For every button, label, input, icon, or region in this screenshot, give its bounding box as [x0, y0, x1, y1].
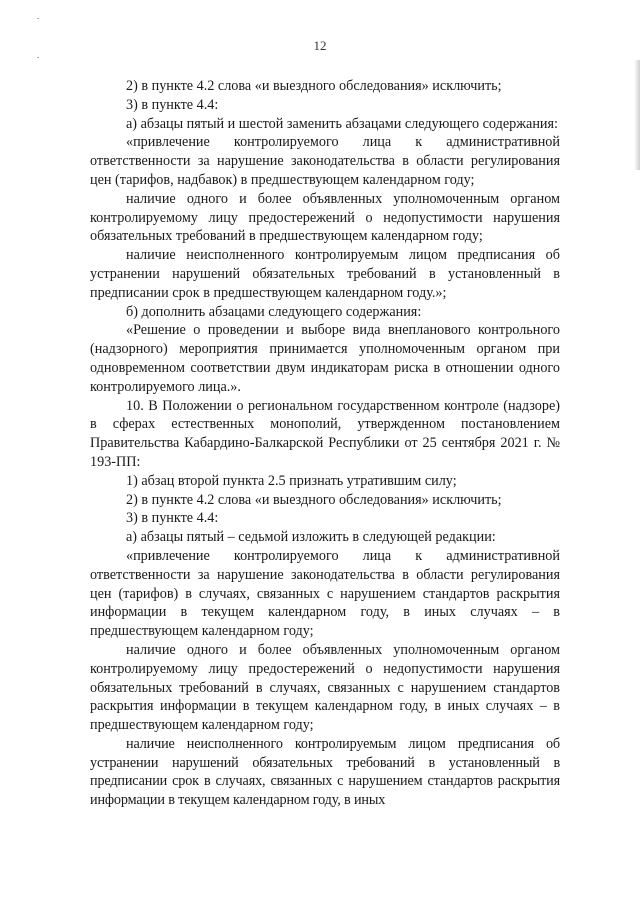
page-number: 12 — [313, 38, 327, 53]
paragraph: 3) в пункте 4.4: — [126, 510, 219, 527]
paragraph: а) абзацы пятый – седьмой изложить в следующей редакции: — [126, 529, 496, 546]
document-body — [90, 77, 560, 810]
paragraph: 2) в пункте 4.2 слова «и выездного обследования» исключить; — [126, 491, 502, 508]
paragraph: а) абзацы пятый и шестой заменить абзацами следующего содержания: — [126, 115, 558, 132]
paragraph: 3) в пункте 4.4: — [126, 96, 219, 113]
paragraph: «привлечение контролируемого лица к административной ответственности за нарушение законодательства в области регулирования цен (тарифов, надбавок) в предшествующем календарном году; — [90, 134, 560, 188]
scan-edge-shadow — [634, 60, 640, 170]
scan-mark: - — [37, 53, 40, 61]
paragraph: наличие одного и более объявленных уполномоченным органом контролируемому лицу предостережений о недопустимости нарушения обязательных требований в случаях, связанных с нарушением стандартов раскрытия информации в текущем календарном году, в иных случаях – в предшествующем календарном году; — [90, 641, 560, 734]
scan-mark: - — [37, 14, 40, 22]
paragraph: «Решение о проведении и выборе вида внепланового контрольного (надзорного) мероприятия принимается уполномоченным органом при одновременном соответствии двум индикаторам риска в отношении одного контролируемого лица.». — [90, 322, 560, 395]
paragraph: наличие неисполненного контролируемым лицом предписания об устранении нарушений обязательных требований в установленный в предписании срок в предшествующем календарном году.»; — [90, 247, 560, 301]
paragraph: наличие одного и более объявленных уполномоченным органом контролируемому лицу предостережений о недопустимости нарушения обязательных требований в предшествующем календарном году; — [90, 190, 560, 245]
paragraph: наличие неисполненного контролируемым лицом предписания об устранении нарушений обязательных требований в установленный в предписании срок в случаях, связанных с нарушением стандартов раскрытия информации в текущем календарном году, в иных — [90, 735, 560, 809]
paragraph: 10. В Положении о региональном государственном контроле (надзоре) в сферах естественных монополий, утвержденном постановлением Правительства Кабардино-Балкарской Республики от 25 сентября 2021 г. № 193-ПП: — [90, 397, 560, 470]
paragraph: б) дополнить абзацами следующего содержания: — [126, 303, 422, 320]
paragraph: 2) в пункте 4.2 слова «и выездного обследования» исключить; — [126, 78, 502, 94]
paragraph: «привлечение контролируемого лица к административной ответственности за нарушение законодательства в области регулирования цен (тарифов) в случаях, связанных с нарушением стандартов раскрытия информации в текущем календарном году, в иных случаях – в предшествующем календарном году; — [90, 547, 560, 640]
paragraph: 1) абзац второй пункта 2.5 признать утратившим силу; — [126, 472, 457, 489]
